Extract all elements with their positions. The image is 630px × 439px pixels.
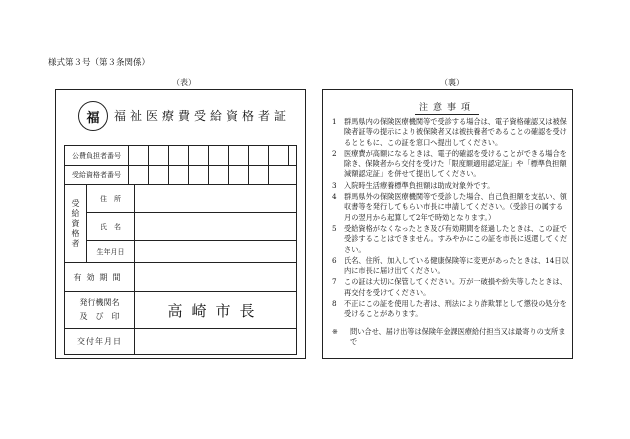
certificate-front: [55, 89, 306, 359]
form-number-label: 様式第３号（第３条関係）: [48, 58, 151, 68]
valid-period-label: 有効期間: [65, 263, 135, 291]
front-side-label: （表）: [172, 78, 196, 87]
note-item: 6 氏名、住所、加入している健康保険等に変更があったときは、14日以内に市長に届け出てください。: [332, 255, 569, 276]
recipient-number-boxes: [129, 166, 269, 184]
payer-number-row: [65, 146, 296, 166]
note-item: 8 不正にこの証を使用した者は、刑法により詐欺罪として懲役の処分を受けることがあります。: [332, 299, 567, 319]
eligible-person-vertical-label: [65, 185, 87, 262]
footer-note: ※ 問い合せ、届け出等は保険年金課医療給付担当又は最寄りの支所まで: [332, 326, 566, 346]
issuer-label-line2: 及 び 印: [79, 312, 120, 321]
payer-number-label: 公費負担者番号: [65, 146, 129, 165]
note-item: 7 この証は大切に保管してください。万が一破損や紛失等したときは、再交付を受けてください。: [332, 277, 567, 297]
recipient-number-row: [65, 166, 296, 185]
note-item: 5 受給資格がなくなったとき及び有効期間を経過したときは、この証で受診することはできません。すみやかにこの証を市長に返還してください。: [332, 223, 568, 254]
issue-date-row: [65, 329, 296, 354]
address-label: 住 所: [87, 185, 135, 212]
name-label: 氏 名: [87, 213, 135, 240]
address-row: [87, 185, 296, 213]
birthdate-row: [87, 241, 296, 263]
issuer-label-line1: 発行機関名: [79, 298, 120, 307]
notes-list: [330, 117, 570, 348]
note-item: 4 群馬県外の保険医療機関等で受診した場合、自己負担額を支払い、領収書等を発行してもらい市長に申請してください。（受診日の属する月の翌月から起算して2年で時効となります。）: [332, 192, 567, 222]
certificate-title: 福祉医療費受給資格者証: [114, 109, 291, 123]
issuer-row: [65, 292, 296, 329]
issuer-value: 高崎市長: [167, 301, 264, 320]
valid-period-row: [65, 263, 296, 292]
welfare-seal-icon: 福: [78, 101, 108, 131]
recipient-number-label: 受給資格者番号: [65, 166, 129, 184]
eligible-person-text: 受給資格者: [71, 198, 80, 249]
eligible-person-block: [65, 185, 296, 263]
issuer-label: [65, 292, 135, 328]
name-row: [87, 213, 296, 241]
issue-date-label: 交付年月日: [65, 329, 135, 354]
certificate-back: [322, 89, 573, 359]
note-item: 3 入院時生活療養標準負担額は助成対象外です。: [332, 180, 495, 190]
note-item: 2 医療費が高額になるときは、電子的確認を受けることができる場合を除き、保険者から交付を受けた「限度額適用認定証」や「標準負担額減額認定証」を併せて提出してください。: [332, 148, 567, 179]
birthdate-label: 生年月日: [87, 241, 135, 263]
certificate-grid: [64, 145, 297, 355]
back-side-label: （裏）: [440, 78, 464, 87]
note-item: 1 群馬県内の保険医療機関等で受診する場合は、電子資格確認又は被保険者証等の提示により被保険者又は被扶養者であることの確認を受けるとともに、この証を窓口へ提出してください。: [332, 117, 567, 147]
notes-title: 注意事項: [415, 100, 479, 115]
payer-number-boxes: [129, 146, 289, 165]
